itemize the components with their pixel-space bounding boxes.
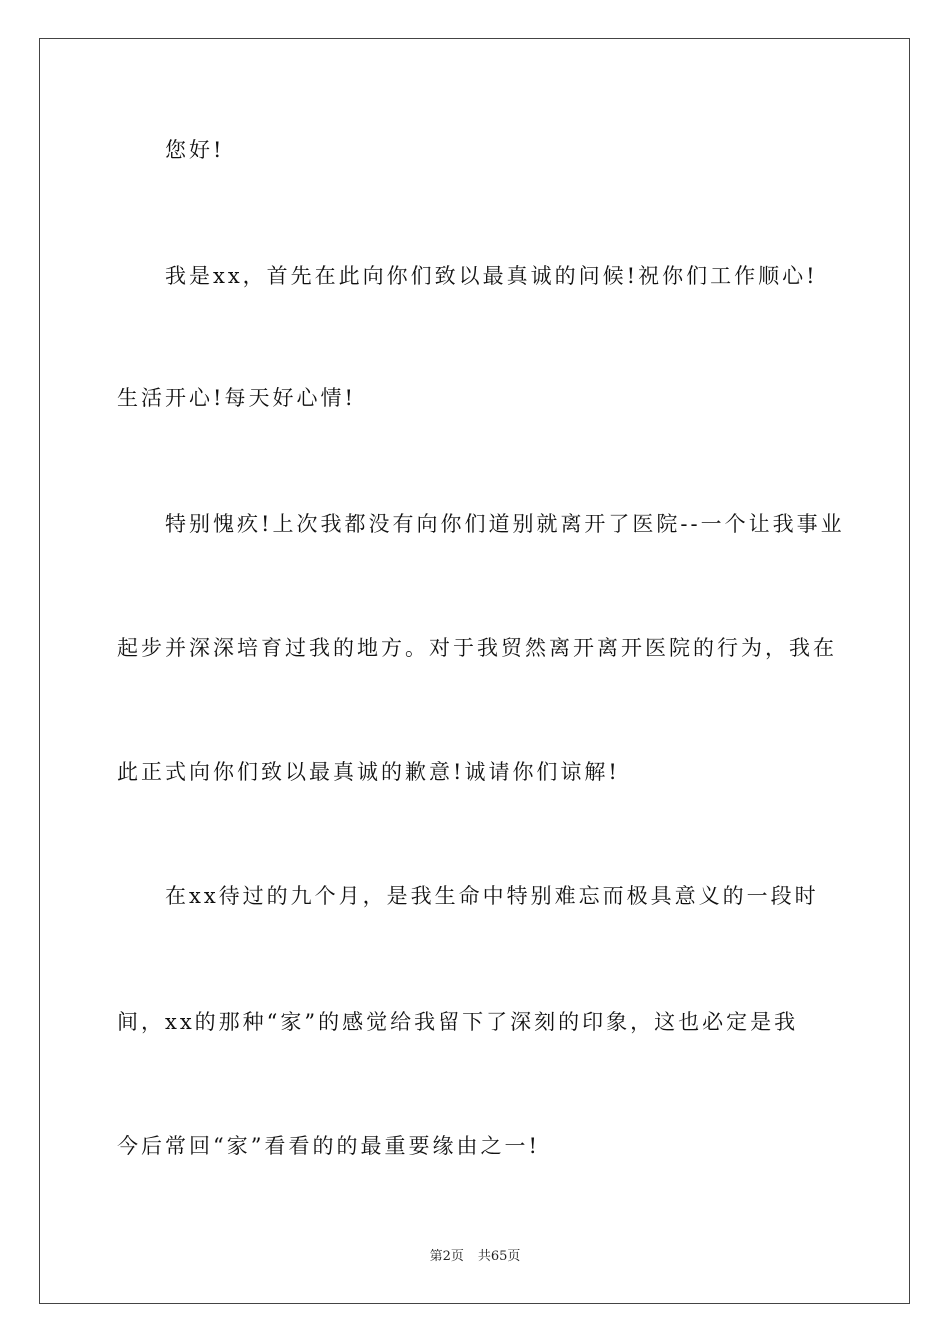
greeting-line: 您好! xyxy=(165,138,225,162)
paragraph-line: 间，xx的那种“家”的感觉给我留下了深刻的印象，这也必定是我 xyxy=(117,1010,799,1034)
page-border xyxy=(39,38,910,1304)
page-total: 共65页 xyxy=(477,1249,521,1264)
paragraph-line: 此正式向你们致以最真诚的歉意!诚请你们谅解! xyxy=(117,760,620,784)
paragraph-line: 生活开心!每天好心情! xyxy=(117,386,356,410)
page-number: 第2页 xyxy=(429,1249,464,1264)
paragraph-line: 起步并深深培育过我的地方。对于我贸然离开离开医院的行为，我在 xyxy=(117,636,837,660)
paragraph-line: 特别愧疚!上次我都没有向你们道别就离开了医院--一个让我事业 xyxy=(165,512,845,536)
paragraph-line: 今后常回“家”看看的的最重要缘由之一! xyxy=(117,1134,540,1158)
page-footer xyxy=(0,1248,950,1266)
paragraph-line: 我是xx，首先在此向你们致以最真诚的问候!祝你们工作顺心! xyxy=(165,264,818,288)
paragraph-line: 在xx待过的九个月，是我生命中特别难忘而极具意义的一段时 xyxy=(165,884,819,908)
